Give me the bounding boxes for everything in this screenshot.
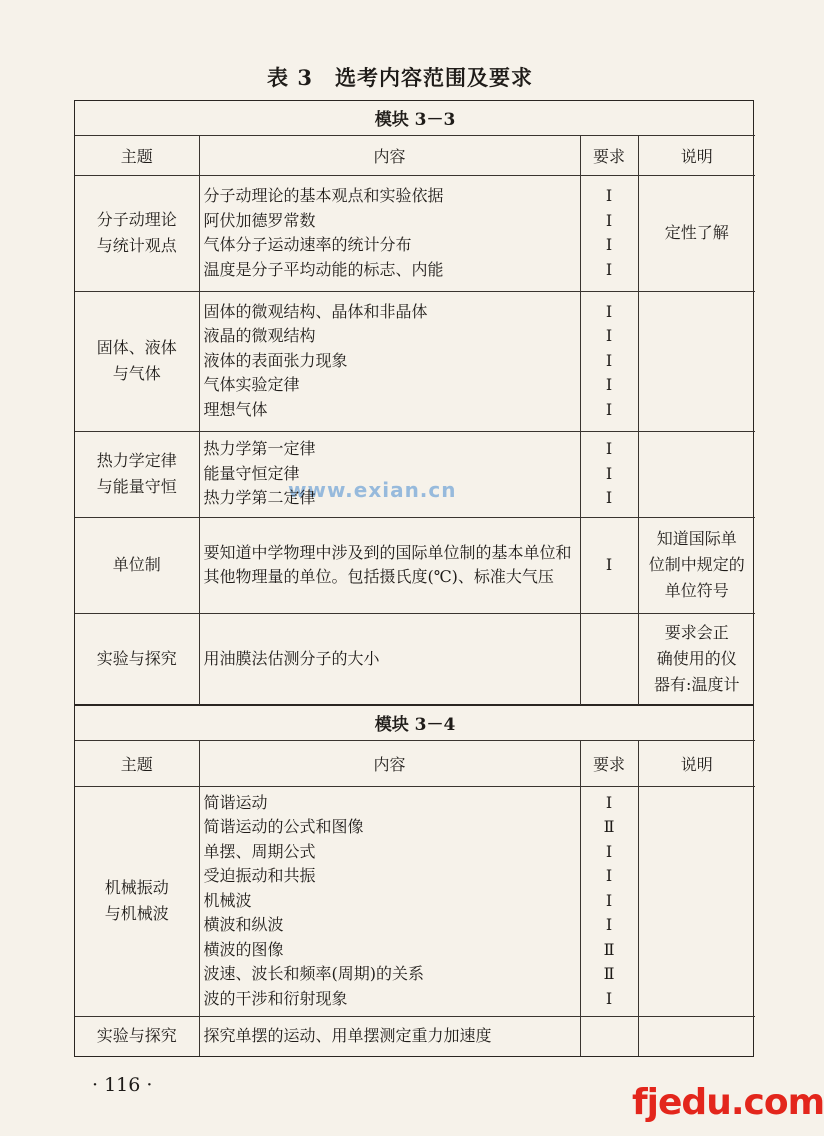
row-content <box>199 613 580 705</box>
page-title: 表 3 选考内容范围及要求 <box>267 65 533 90</box>
topic-line: 与能量守恒 <box>96 477 177 496</box>
requirement-level: Ⅰ <box>605 326 613 346</box>
requirement-level: Ⅰ <box>605 890 613 910</box>
row-requirements <box>580 431 638 517</box>
header-note: 说明 <box>638 740 755 786</box>
row-note <box>638 175 755 291</box>
row-note <box>638 291 755 431</box>
content-item: 要知道中学物理中涉及到的国际单位制的基本单位和其他物理量的单位。包括摄氏度(℃)、标准大气压 <box>203 542 572 586</box>
row-content <box>199 786 580 1016</box>
header-requirement: 要求 <box>580 740 638 786</box>
note-line: 知道国际单 <box>656 529 737 548</box>
content-item: 用油膜法估测分子的大小 <box>203 649 380 668</box>
module-title: 模块 3－4 <box>75 706 755 740</box>
requirement-level: Ⅰ <box>605 301 613 321</box>
content-item: 波的干涉和衍射现象 <box>203 988 348 1008</box>
content-item: 液晶的微观结构 <box>203 326 316 346</box>
row-requirements <box>580 786 638 1016</box>
content-item: 波速、波长和频率(周期)的关系 <box>203 964 424 984</box>
row-topic <box>75 1016 199 1056</box>
table-row <box>75 613 755 705</box>
note-line: 位制中规定的 <box>648 555 745 574</box>
row-topic <box>75 175 199 291</box>
watermark: www.exian.cn <box>288 478 457 502</box>
row-content <box>199 517 580 613</box>
content-item: 气体分子运动速率的统计分布 <box>203 235 412 254</box>
content-item: 热力学第一定律 <box>203 439 316 459</box>
table-row <box>75 786 755 1016</box>
topic-line: 机械振动 <box>104 878 169 897</box>
row-requirements <box>580 613 638 705</box>
row-requirements <box>580 1016 638 1056</box>
requirement-level: Ⅰ <box>605 235 613 254</box>
requirement-level: Ⅰ <box>605 841 613 861</box>
requirement-level: Ⅰ <box>605 988 613 1008</box>
requirement-level: Ⅱ <box>603 939 615 959</box>
content-item: 温度是分子平均动能的标志、内能 <box>203 259 444 279</box>
requirement-level: Ⅰ <box>605 439 613 459</box>
row-topic <box>75 517 199 613</box>
header-topic: 主题 <box>75 135 199 175</box>
requirement-level: Ⅰ <box>605 399 613 419</box>
row-note <box>638 613 755 705</box>
table-row <box>75 1016 755 1056</box>
site-logo: fjedu.com <box>632 1082 824 1123</box>
topic-line: 热力学定律 <box>96 451 177 470</box>
header-content: 内容 <box>199 740 580 786</box>
content-item: 气体实验定律 <box>203 375 300 395</box>
header-content: 内容 <box>199 135 580 175</box>
note-line: 器有:温度计 <box>654 675 740 695</box>
topic-line: 分子动理论 <box>96 210 177 229</box>
topic-line: 单位制 <box>112 555 161 574</box>
row-note <box>638 1016 755 1056</box>
note-line: 要求会正 <box>664 623 729 643</box>
note-line: 确使用的仪 <box>656 649 737 669</box>
content-item: 简谐运动的公式和图像 <box>203 817 364 837</box>
content-item: 机械波 <box>203 890 252 910</box>
header-note: 说明 <box>638 135 755 175</box>
content-item: 简谐运动 <box>203 792 268 812</box>
content-item: 分子动理论的基本观点和实验依据 <box>203 186 444 205</box>
content-item: 单摆、周期公式 <box>203 841 316 861</box>
requirement-level: Ⅰ <box>605 350 613 370</box>
row-note <box>638 786 755 1016</box>
row-content <box>199 175 580 291</box>
content-item: 横波和纵波 <box>203 915 284 935</box>
row-topic <box>75 431 199 517</box>
requirement-level: Ⅰ <box>605 554 613 574</box>
note-line: 定性了解 <box>664 223 729 242</box>
requirement-level: Ⅰ <box>605 375 613 395</box>
topic-line: 固体、液体 <box>96 338 177 357</box>
content-item: 理想气体 <box>203 399 268 419</box>
content-item: 固体的微观结构、晶体和非晶体 <box>203 301 428 321</box>
requirement-level: Ⅱ <box>603 817 615 837</box>
row-content <box>199 1016 580 1056</box>
row-requirements <box>580 291 638 431</box>
module-title: 模块 3－3 <box>75 101 755 135</box>
requirement-level: Ⅰ <box>605 915 613 935</box>
topic-line: 与气体 <box>112 364 161 383</box>
requirement-level: Ⅰ <box>605 259 613 279</box>
table-row <box>75 291 755 431</box>
content-item: 探究单摆的运动、用单摆测定重力加速度 <box>203 1026 492 1045</box>
requirement-level: Ⅰ <box>605 186 613 205</box>
content-item: 液体的表面张力现象 <box>203 350 348 370</box>
content-item: 热力学第二定律 <box>203 488 316 508</box>
note-line: 单位符号 <box>664 581 729 600</box>
requirement-level: Ⅰ <box>605 866 613 886</box>
requirement-level: Ⅰ <box>605 488 613 508</box>
page-number: · 116 · <box>92 1074 153 1096</box>
module-3-3-table <box>74 100 754 705</box>
topic-line: 实验与探究 <box>96 649 177 669</box>
content-item: 能量守恒定律 <box>203 463 300 483</box>
row-topic <box>75 613 199 705</box>
module-3-4-table <box>74 705 754 1057</box>
row-note <box>638 517 755 613</box>
header-requirement: 要求 <box>580 135 638 175</box>
content-item: 阿伏加德罗常数 <box>203 210 316 230</box>
header-topic: 主题 <box>75 740 199 786</box>
topic-line: 与统计观点 <box>96 236 177 255</box>
row-topic <box>75 291 199 431</box>
requirement-level: Ⅰ <box>605 792 613 812</box>
row-topic <box>75 786 199 1016</box>
table-row <box>75 175 755 291</box>
topic-line: 与机械波 <box>104 904 169 923</box>
row-requirements <box>580 175 638 291</box>
row-content <box>199 291 580 431</box>
topic-line: 实验与探究 <box>96 1026 177 1046</box>
requirement-level: Ⅰ <box>605 210 613 230</box>
row-note <box>638 431 755 517</box>
table-row <box>75 431 755 517</box>
requirement-level: Ⅰ <box>605 463 613 483</box>
row-content <box>199 431 580 517</box>
table-row <box>75 517 755 613</box>
content-item: 横波的图像 <box>203 939 284 959</box>
requirement-level: Ⅱ <box>603 964 615 984</box>
content-item: 受迫振动和共振 <box>203 866 316 886</box>
row-requirements <box>580 517 638 613</box>
